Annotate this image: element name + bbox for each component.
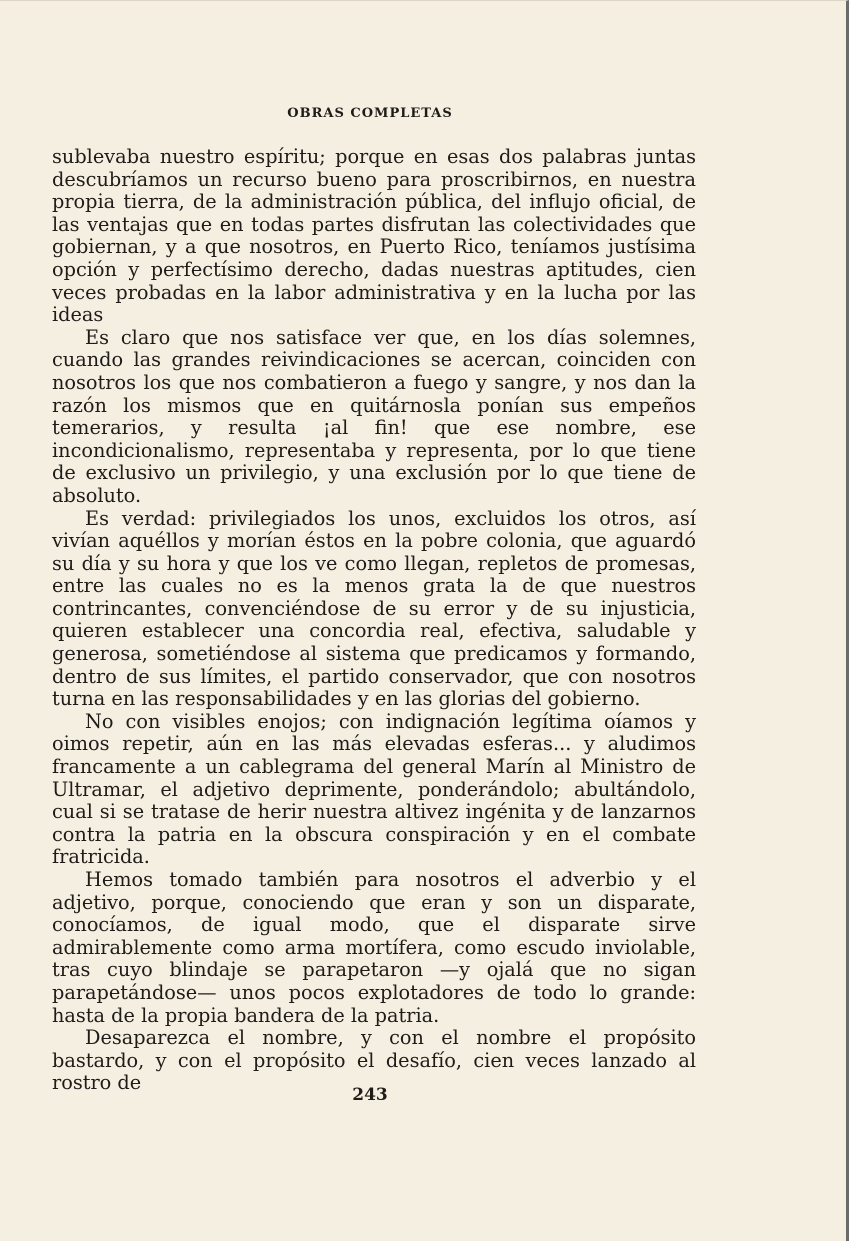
body-text	[52, 146, 696, 1095]
paragraph-6: Desaparezca el nombre, y con el nombre el propósito bastardo, y con el propósito el desafío, cien veces lanzado al rostro de	[52, 1026, 696, 1095]
paragraph-5: Hemos tomado también para nosotros el adverbio y el adjetivo, porque, conociendo que eran y son un disparate, conocíamos, de igual modo, que el disparate sirve admirablemente como arma mortífera, como escudo inviolable, tras cuyo blindaje se parapetaron —y ojalá que no sigan parapetándose— unos pocos explotadores de todo lo grande: hasta de la propia bandera de la patria.	[52, 868, 696, 1027]
paragraph-1: sublevaba nuestro espíritu; porque en esas dos palabras juntas descubríamos un recurso bueno para proscribirnos, en nuestra propia tierra, de la administración pública, del influjo oficial, de las ventajas que en todas partes disfrutan las colectividades que gobiernan, y a que nosotros, en Puerto Rico, teníamos justísima opción y perfectísimo derecho, dadas nuestras aptitudes, cien veces probadas en la labor administrativa y en la lucha por las ideas	[52, 145, 696, 327]
paragraph-4: No con visibles enojos; con indignación legítima oíamos y oimos repetir, aún en las más elevadas esferas... y aludimos francamente a un cablegrama del general Marín al Ministro de Ultramar, el adjetivo deprimente, ponderándolo; abultándolo, cual si se tratase de herir nuestra altivez ingénita y de lanzarnos contra la patria en la obscura conspiración y en el combate fratricida.	[52, 709, 696, 869]
paragraph-2: Es claro que nos satisface ver que, en los días solemnes, cuando las grandes reivindicaciones se acercan, coinciden con nosotros los que nos combatieron a fuego y sangre, y nos dan la razón los mismos que en quitárnosla ponían sus empeños temerarios, y resulta ¡al fin! que ese nombre, ese incondicionalismo, representaba y representa, por lo que tiene de exclusivo un privilegio, y una exclusión por lo que tiene de absoluto.	[52, 325, 696, 507]
paragraph-3: Es verdad: privilegiados los unos, excluidos los otros, así vivían aquéllos y morían éstos en la pobre colonia, que aguardó su día y su hora y que los ve como llegan, repletos de promesas, entre las cuales no es la menos grata la de que nuestros contrincantes, convenciéndose de su error y de su injusticia, quieren establecer una concordia real, efectiva, saludable y generosa, sometiéndose al sistema que predicamos y formando, dentro de sus límites, el partido conservador, que con nosotros turna en las responsabilidades y en las glorias del gobierno.	[52, 506, 696, 711]
page-number: 243	[352, 1085, 388, 1105]
running-title: OBRAS COMPLETAS	[287, 106, 453, 121]
